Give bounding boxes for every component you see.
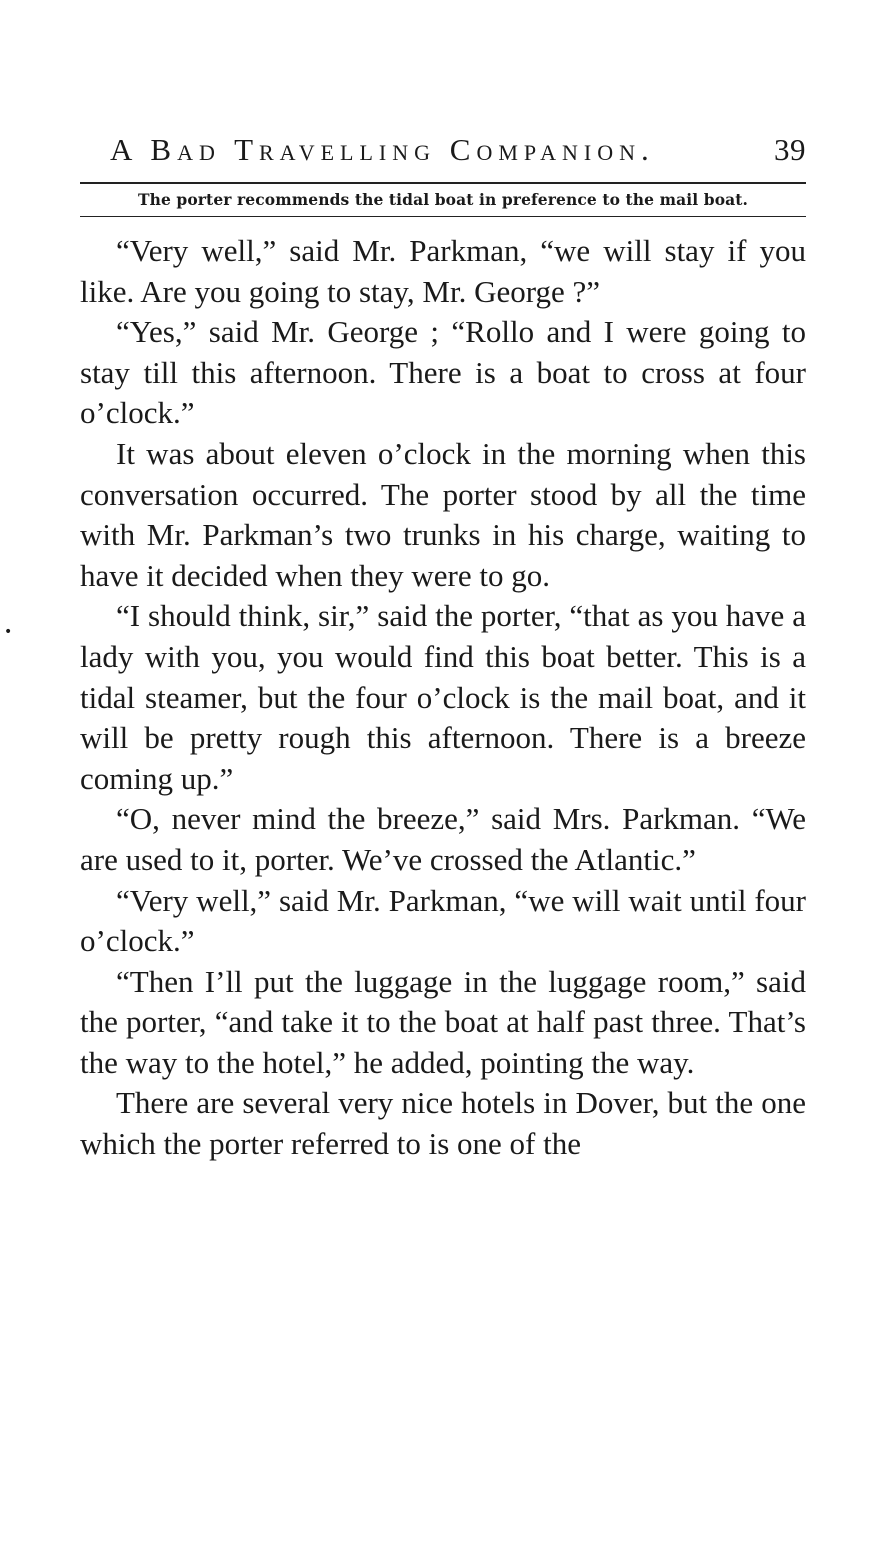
paragraph: “Very well,” said Mr. Parkman, “we will stay if you like. Are you going to stay, Mr. George ?”: [80, 233, 806, 309]
chapter-title: A Bad Travelling Companion.: [110, 132, 655, 167]
running-head: [80, 128, 806, 172]
paragraph: It was about eleven o’clock in the morning when this conversation occurred. The porter stood by all the time with Mr. Parkman’s two trunks in his charge, waiting to have it decided when they were to go.: [80, 435, 806, 593]
paragraph: “O, never mind the breeze,” said Mrs. Parkman. “We are used to it, porter. We’ve crossed the Atlantic.”: [80, 801, 806, 877]
margin-mark: •: [4, 624, 13, 640]
paragraph: “I should think, sir,” said the porter, “that as you have a lady with you, you would find this boat better. This is a tidal steamer, but the four o’clock is the mail boat, and it will be pretty rough this afternoon. There is a breeze coming up.”: [80, 598, 806, 796]
body-text: [80, 231, 806, 1165]
page-number: 39: [774, 132, 806, 167]
paragraph: “Very well,” said Mr. Parkman, “we will wait until four o’clock.”: [80, 882, 806, 959]
page-headline: The porter recommends the tidal boat in preference to the mail boat.: [137, 190, 749, 209]
paragraph: There are several very nice hotels in Dover, but the one which the porter referred to is one of the: [80, 1085, 806, 1162]
book-page: [80, 128, 806, 1165]
paragraph: “Yes,” said Mr. George ; “Rollo and I were going to stay till this afternoon. There is a boat to cross at four o’clock.”: [80, 314, 806, 431]
paragraph: “Then I’ll put the luggage in the luggage room,” said the porter, “and take it to the boat at half past three. That’s the way to the hotel,” he added, pointing the way.: [80, 963, 806, 1080]
header-rule-bottom: [80, 216, 806, 217]
